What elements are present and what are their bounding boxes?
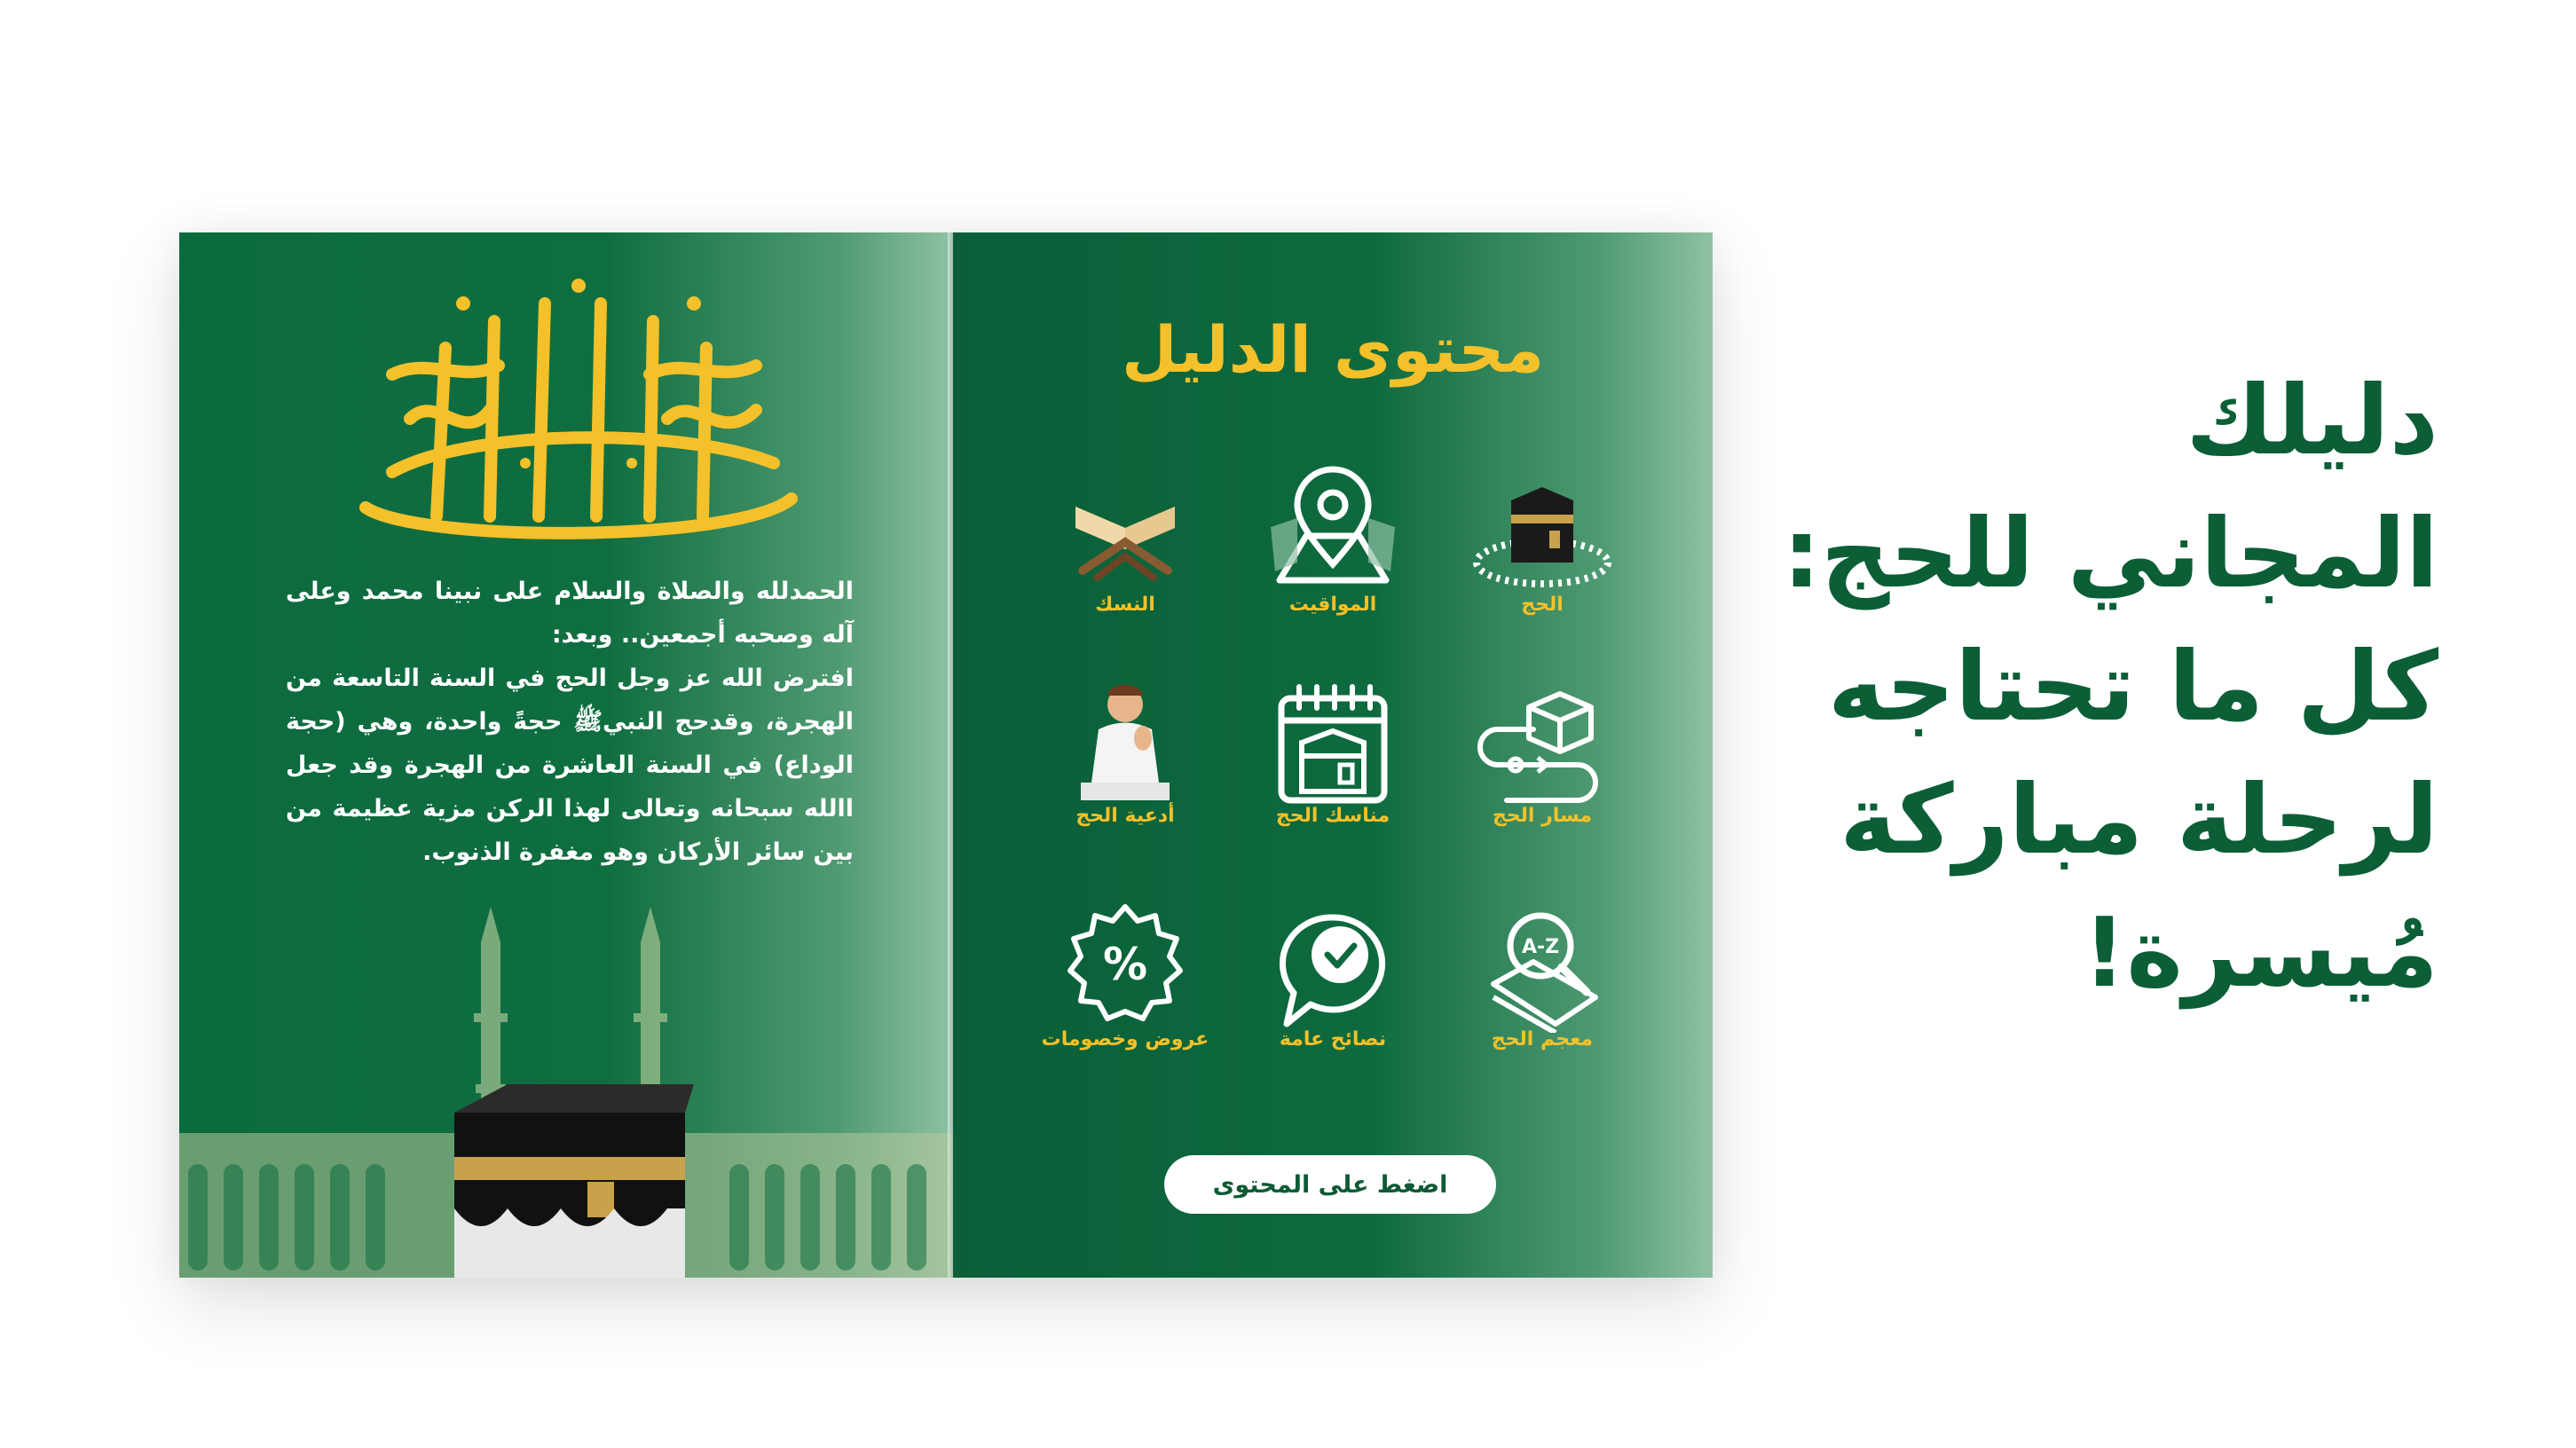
praying-man-icon [1054,676,1196,809]
headline-line-1: دليلك [2186,366,2438,476]
svg-text:A-Z: A-Z [1521,936,1560,958]
intro-line-2: افترض الله عز وجل الحج في السنة التاسعة من الهجرة، وقدحج النبيﷺ حجةً واحدة، وهي (حجة الوداع) في السنة العاشرة من الهجرة وقد جعل االله سبحانه وتعالى لهذا الركن مزية عظيمة من بين سائر الأركان وهو مغفرة الذنوب. [286,665,854,866]
toc-item-offers-discounts[interactable] [1028,900,1223,1077]
chat-check-icon [1262,900,1404,1033]
quran-stand-icon [1054,465,1196,598]
toc-label: عروض وخصومات [1041,1028,1209,1051]
toc-label: معجم الحج [1491,1028,1594,1051]
calendar-kaaba-icon [1262,676,1404,809]
toc-item-hajj-route[interactable] [1445,676,1640,854]
toc-label: الحج [1521,594,1564,616]
open-contents-button[interactable]: اضغط على المحتوى [1164,1155,1496,1214]
kaaba-mosque-illustration [179,907,953,1278]
toc-item-general-tips[interactable] [1235,900,1430,1077]
toc-label: أدعية الحج [1075,805,1175,827]
toc-item-hajj[interactable] [1445,465,1640,642]
route-icon [1471,676,1613,809]
toc-item-miqat[interactable] [1235,465,1430,642]
intro-text [286,570,854,874]
kaaba-icon [1471,465,1613,598]
svg-text:%: % [1102,939,1148,990]
map-pin-icon [1262,465,1404,598]
toc-item-nusuk[interactable] [1028,465,1223,642]
headline-line-2: المجاني للحج: [1782,499,2438,610]
intro-line-1: الحمدلله والصلاة والسلام على نبينا محمد وعلى آله وصحبه أجمعين.. وبعد: [286,578,854,649]
toc-label: مناسك الحج [1275,805,1390,827]
toc-label: نصائح عامة [1279,1028,1387,1051]
dictionary-icon [1471,900,1613,1033]
headline-line-3: كل ما تحتاجه [1827,632,2438,743]
promo-headline [1782,355,2438,1020]
discount-badge-icon [1054,900,1196,1033]
toc-label: مسار الحج [1492,805,1593,827]
toc-label: المواقيت [1288,594,1377,616]
guide-booklet [179,232,1713,1278]
toc-item-hajj-rituals[interactable] [1235,676,1430,854]
headline-line-5: مُيسرة! [2082,898,2438,1009]
contents-title: محتوى الدليل [1121,312,1545,387]
basmala-calligraphy [312,250,845,570]
toc-item-hajj-dictionary[interactable] [1445,900,1640,1077]
toc-item-hajj-duas[interactable] [1028,676,1223,854]
headline-line-4: لرحلة مباركة [1839,765,2438,876]
contents-page [953,232,1713,1278]
toc-label: النسك [1095,594,1155,616]
intro-page [179,232,953,1278]
